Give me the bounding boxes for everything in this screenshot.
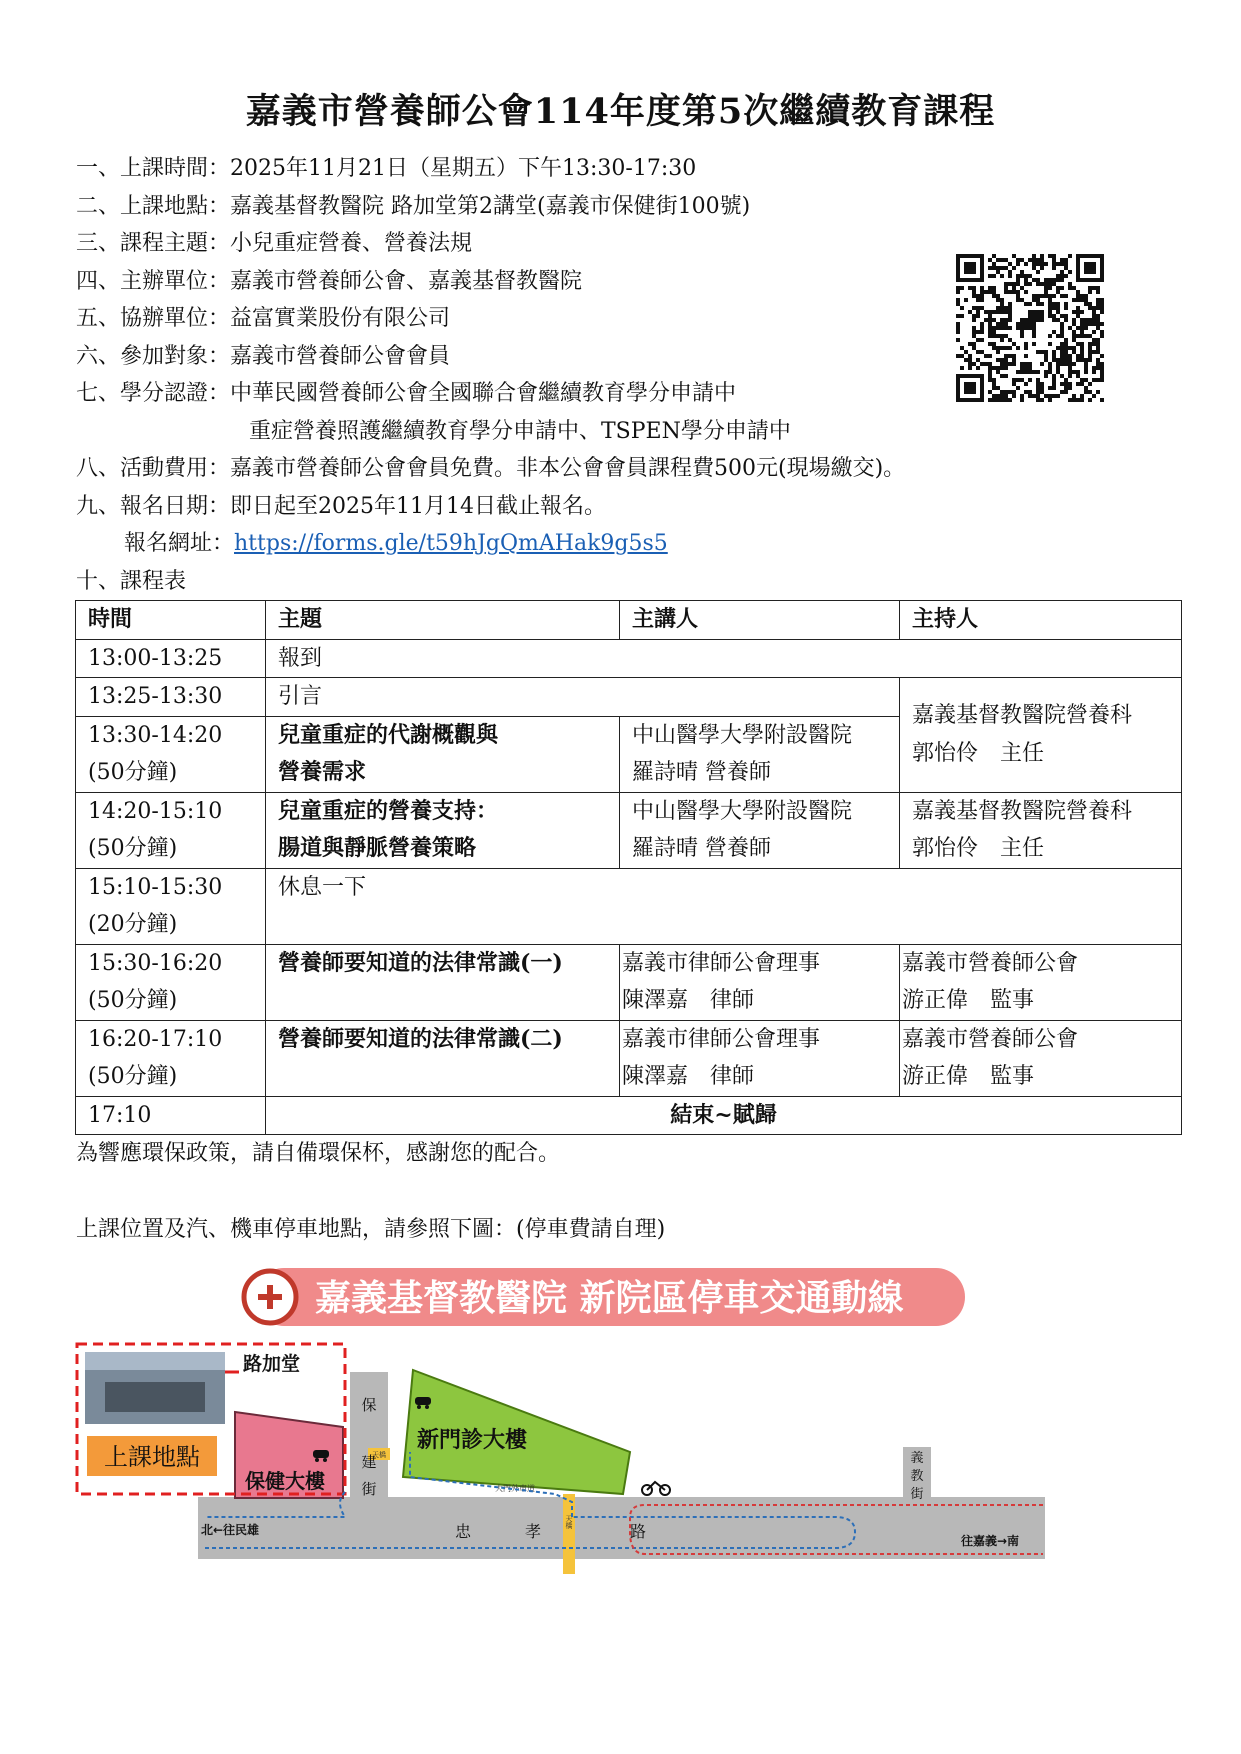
topic-cell [266,792,620,868]
table-row [76,678,1182,717]
info-line [76,263,1076,301]
table-row [76,1096,1182,1135]
zhongxiao-road-char: 路 [630,1522,647,1541]
course-info [76,150,1076,600]
info-line [76,375,1076,413]
zhongxiao-road-char: 孝 [525,1522,542,1541]
hospital-logo-icon [244,1271,296,1323]
south-direction-label: 往嘉義→南 [961,1534,1020,1548]
info-value: 中華民國營養師公會全國聯合會繼續教育學分申請中 [230,381,737,406]
host-cell [900,1020,1182,1096]
info-line [76,150,1076,188]
speaker-name: 陳澤嘉 律師 [622,1064,755,1089]
info-line [76,188,1076,226]
info-line [76,338,1076,376]
baojian-street-char: 保 [361,1396,377,1414]
time-cell: 13:00-13:25 [76,639,266,678]
table-row [76,1020,1182,1096]
duration: (50分鐘) [88,760,178,785]
col-header-topic: 主題 [266,601,620,640]
clinic-building-label: 新門診大樓 [416,1428,528,1453]
info-label: 三、課程主題： [76,231,231,256]
schedule-table [75,600,1182,1135]
topic-line: 營養需求 [278,759,367,785]
info-label: 四、主辦單位： [76,268,231,294]
zhongxiao-road [198,1497,1045,1559]
host-org: 嘉義基督教醫院營養科 [912,798,1133,824]
signup-label: 九、報名日期： [76,493,231,519]
speaker-org: 中山醫學大學附設醫院 [632,722,853,748]
info-line [76,225,1076,263]
time-range: 15:10-15:30 [88,874,223,900]
info-label: 七、學分認證： [76,381,231,406]
topic-cell: 結束~賦歸 [266,1096,1182,1135]
signup-url-label: 報名網址： [124,531,235,556]
bridge-label: 天橋 [565,1515,573,1529]
north-direction-label: 北←往民雄 [201,1523,260,1537]
info-value: 2025年11月21日（星期五）下午13:30-17:30 [230,156,697,181]
host-name: 游正偉 監事 [902,988,1035,1013]
speaker-name: 陳澤嘉 律師 [622,988,755,1013]
credit-line-2: 重症營養照護繼續教育學分申請中、TSPEN學分申請中 [249,418,791,444]
topic-cell: 引言 [266,678,900,717]
time-cell: 13:25-13:30 [76,678,266,717]
signup-url-link[interactable]: https://forms.gle/t59hJgQmAHak9g5s5 [234,531,668,556]
baojian-street-char: 建 [361,1453,377,1471]
qr-code-icon[interactable] [956,254,1104,402]
info-value: 益富實業股份有限公司 [230,306,451,331]
fee-line [76,450,1076,488]
speaker-name: 羅詩晴 營養師 [632,760,771,785]
info-value: 嘉義市營養師公會、嘉義基督教醫院 [230,268,583,294]
info-label: 二、上課地點： [76,193,231,219]
schedule-heading: 十、課程表 [76,568,187,594]
speaker-cell [620,944,900,1020]
host-org: 嘉義市營養師公會 [902,950,1079,976]
time-cell [76,868,266,944]
yijiao-street-char: 教 [910,1469,924,1484]
time-range: 16:20-17:10 [88,1026,223,1052]
info-label: 五、協辦單位： [76,306,231,331]
info-label: 一、上課時間： [76,156,231,181]
page-title: 嘉義市營養師公會114年度第5次繼續教育課程 [245,91,996,132]
parking-note: 上課位置及汽、機車停車地點，請參照下圖：(停車費請自理) [76,1217,666,1242]
bridge-label: 天橋 [372,1451,386,1459]
time-cell: 17:10 [76,1096,266,1135]
topic-cell: 報到 [266,639,1182,678]
col-header-host: 主持人 [900,601,1182,640]
info-value: 小兒重症營養、營養法規 [230,231,473,256]
speaker-org: 中山醫學大學附設醫院 [632,798,853,824]
table-row [76,639,1182,678]
zhongxiao-road-char: 忠 [455,1522,472,1541]
duration: (20分鐘) [88,912,178,937]
topic-line: 兒童重症的代謝概觀與 [278,721,499,748]
host-org: 嘉義基督教醫院營養科 [912,703,1133,729]
baojian-street-char: 街 [361,1480,377,1498]
time-range: 14:20-15:10 [88,798,223,824]
fee-label: 八、活動費用： [76,456,231,481]
speaker-name: 羅詩晴 營養師 [632,836,771,861]
col-header-time: 時間 [76,601,266,640]
speaker-cell [620,1020,900,1096]
baojian-building-label: 保健大樓 [245,1469,325,1493]
time-cell [76,944,266,1020]
topic-line: 兒童重症的營養支持： [278,797,499,824]
signup-value: 即日起至2025年11月14日截止報名。 [230,493,606,519]
eco-note: 為響應環保政策，請自備環保杯，感謝您的配合。 [76,1141,561,1166]
speaker-org: 嘉義市律師公會理事 [622,1026,821,1052]
host-name: 郭怡伶 主任 [912,740,1045,766]
fee-value: 嘉義市營養師公會會員免費。非本公會會員課程費500元(現場繳交)。 [230,456,906,481]
signup-url-line [76,525,1076,563]
host-cell [900,944,1182,1020]
speaker-cell [620,716,900,792]
duration: (50分鐘) [88,988,178,1013]
signup-line [76,488,1076,526]
topic-cell: 營養師要知道的法律常識(一) [266,944,620,1020]
info-value: 嘉義基督教醫院 路加堂第2講堂(嘉義市保健街100號) [230,193,751,219]
host-name: 郭怡伶 主任 [912,836,1045,861]
col-header-speaker: 主講人 [620,601,900,640]
location-tag-label: 上課地點 [104,1443,200,1471]
info-label: 六、參加對象： [76,343,231,369]
main-gate-label: 大門外車道 [495,1484,535,1493]
table-header-row [76,601,1182,640]
host-cell [900,678,1182,793]
speaker-org: 嘉義市律師公會理事 [622,950,821,976]
bridge-marker [563,1494,575,1574]
host-cell [900,792,1182,868]
motorcycle-icon [642,1482,670,1495]
yijiao-street-char: 街 [910,1487,924,1502]
time-cell [76,792,266,868]
parking-map [75,1262,1045,1582]
map-banner-title: 嘉義基督教醫院 新院區停車交通動線 [315,1278,904,1319]
duration: (50分鐘) [88,1064,178,1089]
time-cell [76,716,266,792]
hall-label: 路加堂 [243,1353,301,1375]
time-range: 13:30-14:20 [88,722,223,748]
topic-cell [266,716,620,792]
time-range: 15:30-16:20 [88,950,223,976]
yijiao-street-char: 義 [910,1451,924,1466]
info-value: 嘉義市營養師公會會員 [230,343,451,369]
info-line [76,300,1076,338]
host-org: 嘉義市營養師公會 [902,1026,1079,1052]
topic-cell: 營養師要知道的法律常識(二) [266,1020,620,1096]
duration: (50分鐘) [88,836,178,861]
host-name: 游正偉 監事 [902,1064,1035,1089]
topic-line: 腸道與靜脈營養策略 [278,835,477,861]
topic-cell: 休息一下 [266,868,1182,944]
speaker-cell [620,792,900,868]
table-row [76,792,1182,868]
table-row [76,944,1182,1020]
table-row [76,868,1182,944]
time-cell [76,1020,266,1096]
